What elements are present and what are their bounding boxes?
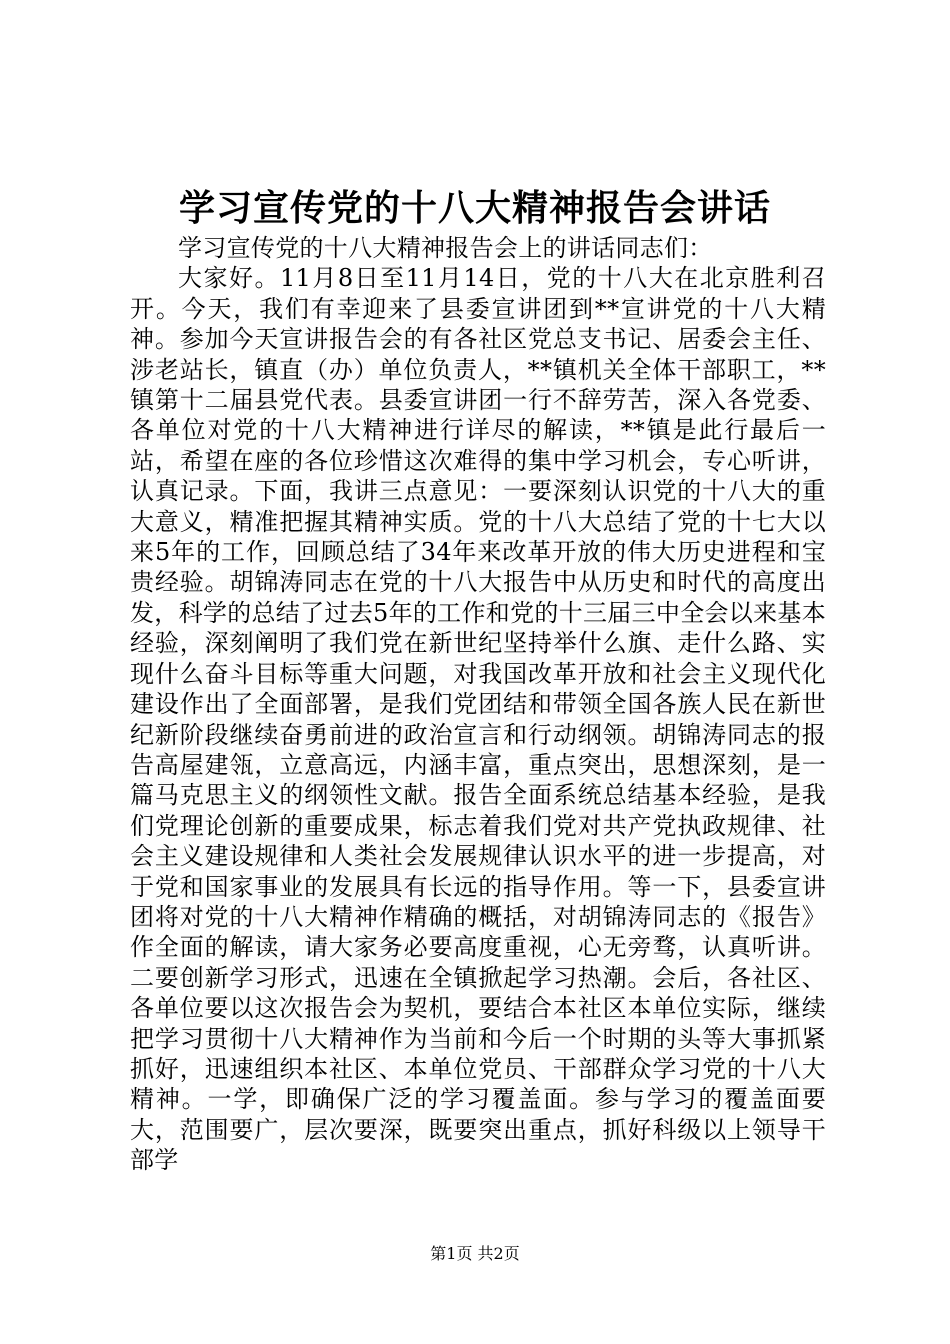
page-footer: 第1页 共2页 [430,1244,520,1263]
document-body [130,233,826,1176]
paragraph-greeting: 学习宣传党的十八大精神报告会上的讲话同志们： [178,234,713,262]
paragraph-main: 大家好。11月8日至11月14日，党的十八大在北京胜利召开。今天，我们有幸迎来了县委宣讲团到**宣讲党的十八大精神。参加今天宣讲报告会的有各社区党总支书记、居委会主任、涉老站长，镇直（办）单位负责人，**镇机关全体干部职工，**镇第十二届县党代表。县委宣讲团一行不辞劳苦，深入各党委、各单位对党的十八大精神进行详尽的解读，**镇是此行最后一站，希望在座的各位珍惜这次难得的集中学习机会，专心听讲，认真记录。下面，我讲三点意见：一要深刻认识党的十八大的重大意义，精准把握其精神实质。党的十八大总结了党的十七大以来5年的工作，回顾总结了34年来改革开放的伟大历史进程和宝贵经验。胡锦涛同志在党的十八大报告中从历史和时代的高度出发，科学的总结了过去5年的工作和党的十三届三中全会以来基本经验，深刻阐明了我们党在新世纪坚持举什么旗、走什么路、实现什么奋斗目标等重大问题，对我国改革开放和社会主义现代化建设作出了全面部署，是我们党团结和带领全国各族人民在新世纪新阶段继续奋勇前进的政治宣言和行动纲领。胡锦涛同志的报告高屋建瓴，立意高远，内涵丰富，重点突出，思想深刻，是一篇马克思主义的纲领性文献。报告全面系统总结基本经验，是我们党理论创新的重要成果，标志着我们党对共产党执政规律、社会主义建设规律和人类社会发展规律认识水平的进一步提高，对于党和国家事业的发展具有长远的指导作用。等一下，县委宣讲团将对党的十八大精神作精确的概括，对胡锦涛同志的《报告》作全面的解读，请大家务必要高度重视，心无旁骛，认真听讲。二要创新学习形式，迅速在全镇掀起学习热潮。会后，各社区、各单位要以这次报告会为契机，要结合本社区本单位实际，继续把学习贯彻十八大精神作为当前和今后一个时期的头等大事抓紧抓好，迅速组织本社区、本单位党员、干部群众学习党的十八大精神。一学，即确保广泛的学习覆盖面。参与学习的覆盖面要大，范围要广，层次要深，既要突出重点，抓好科级以上领导干部学 [130,264,826,1175]
document-title: 学习宣传党的十八大精神报告会讲话 [178,187,771,229]
